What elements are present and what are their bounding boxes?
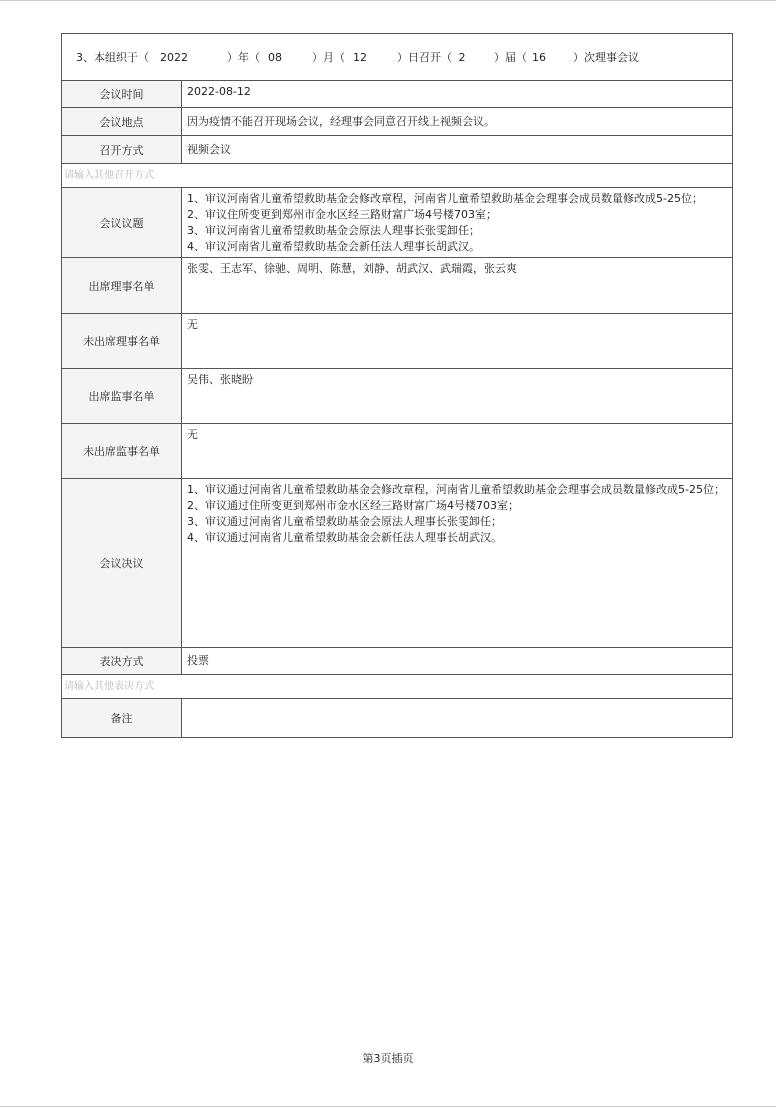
meeting-header [62,34,732,81]
label-remarks: 备注 [62,699,182,737]
resolution-item: 3、审议通过河南省儿童希望救助基金会原法人理事长张雯卸任； [187,515,502,528]
header-meeting-no: 16 [532,50,546,64]
label-attending-supervisors: 出席监事名单 [62,369,182,423]
label-place: 会议地点 [62,108,182,135]
resolution-item: 2、审议通过住所变更到郑州市金水区经三路财富广场4号楼703室； [187,499,519,512]
header-month: 08 [268,50,282,64]
header-year-unit: ）年（ [227,51,260,64]
row-resolutions [62,479,732,648]
value-attending-directors: 张雯、王志军、徐驰、周明、陈慧，刘静、胡武汉、武瑞霞，张云爽 [187,262,517,275]
topic-item: 2、审议住所变更到郑州市金水区经三路财富广场4号楼703室； [187,208,497,221]
value-absent-supervisors: 无 [187,428,198,441]
method-other-input[interactable]: 请输入其他召开方式 [62,164,732,188]
value-absent-directors: 无 [187,318,198,331]
row-vote [62,648,732,675]
header-prefix: 3、本组织于（ [76,51,149,64]
vote-other-input[interactable]: 请输入其他表决方式 [62,675,732,699]
row-absent-supervisors [62,424,732,479]
row-absent-directors [62,314,732,369]
topic-item: 3、审议河南省儿童希望救助基金会原法人理事长张雯卸任； [187,224,480,237]
meeting-form [61,33,733,738]
value-remarks[interactable] [182,699,732,737]
label-vote: 表决方式 [62,648,182,674]
header-session-unit: ）届（ [494,51,527,64]
header-session: 2 [458,50,466,64]
label-time: 会议时间 [62,81,182,107]
topic-item: 4、审议河南省儿童希望救助基金会新任法人理事长胡武汉。 [187,240,480,253]
label-absent-directors: 未出席理事名单 [62,314,182,368]
label-method: 召开方式 [62,136,182,163]
page-number: 第3页插页 [362,1052,414,1065]
value-time: 2022-08-12 [187,85,251,98]
row-method [62,136,732,164]
row-attending-directors [62,258,732,314]
row-attending-supervisors [62,369,732,424]
label-topics: 会议议题 [62,188,182,257]
value-method: 视频会议 [187,143,231,156]
value-place: 因为疫情不能召开现场会议，经理事会同意召开线上视频会议。 [187,115,495,128]
header-day-unit: ）日召开（ [397,51,452,64]
header-year: 2022 [160,50,188,64]
label-attending-directors: 出席理事名单 [62,258,182,313]
header-day: 12 [353,50,367,64]
row-place [62,108,732,136]
row-remarks [62,699,732,737]
value-vote: 投票 [187,654,209,667]
value-resolutions [182,479,732,647]
topic-item: 1、审议河南省儿童希望救助基金会修改章程，河南省儿童希望救助基金会理事会成员数量修改成5-25位； [187,192,703,205]
header-meeting-suffix: ）次理事会议 [573,51,639,64]
scan-edge-bottom [0,1106,776,1107]
scan-edge-top [0,0,776,1]
header-month-unit: ）月（ [312,51,345,64]
resolution-item: 4、审议通过河南省儿童希望救助基金会新任法人理事长胡武汉。 [187,531,502,544]
value-topics [182,188,732,257]
resolution-item: 1、审议通过河南省儿童希望救助基金会修改章程，河南省儿童希望救助基金会理事会成员数量修改成5-25位； [187,483,725,496]
row-time [62,81,732,108]
label-absent-supervisors: 未出席监事名单 [62,424,182,478]
value-attending-supervisors: 吴伟、张晓盼 [187,373,253,386]
label-resolutions: 会议决议 [62,479,182,647]
row-topics [62,188,732,258]
